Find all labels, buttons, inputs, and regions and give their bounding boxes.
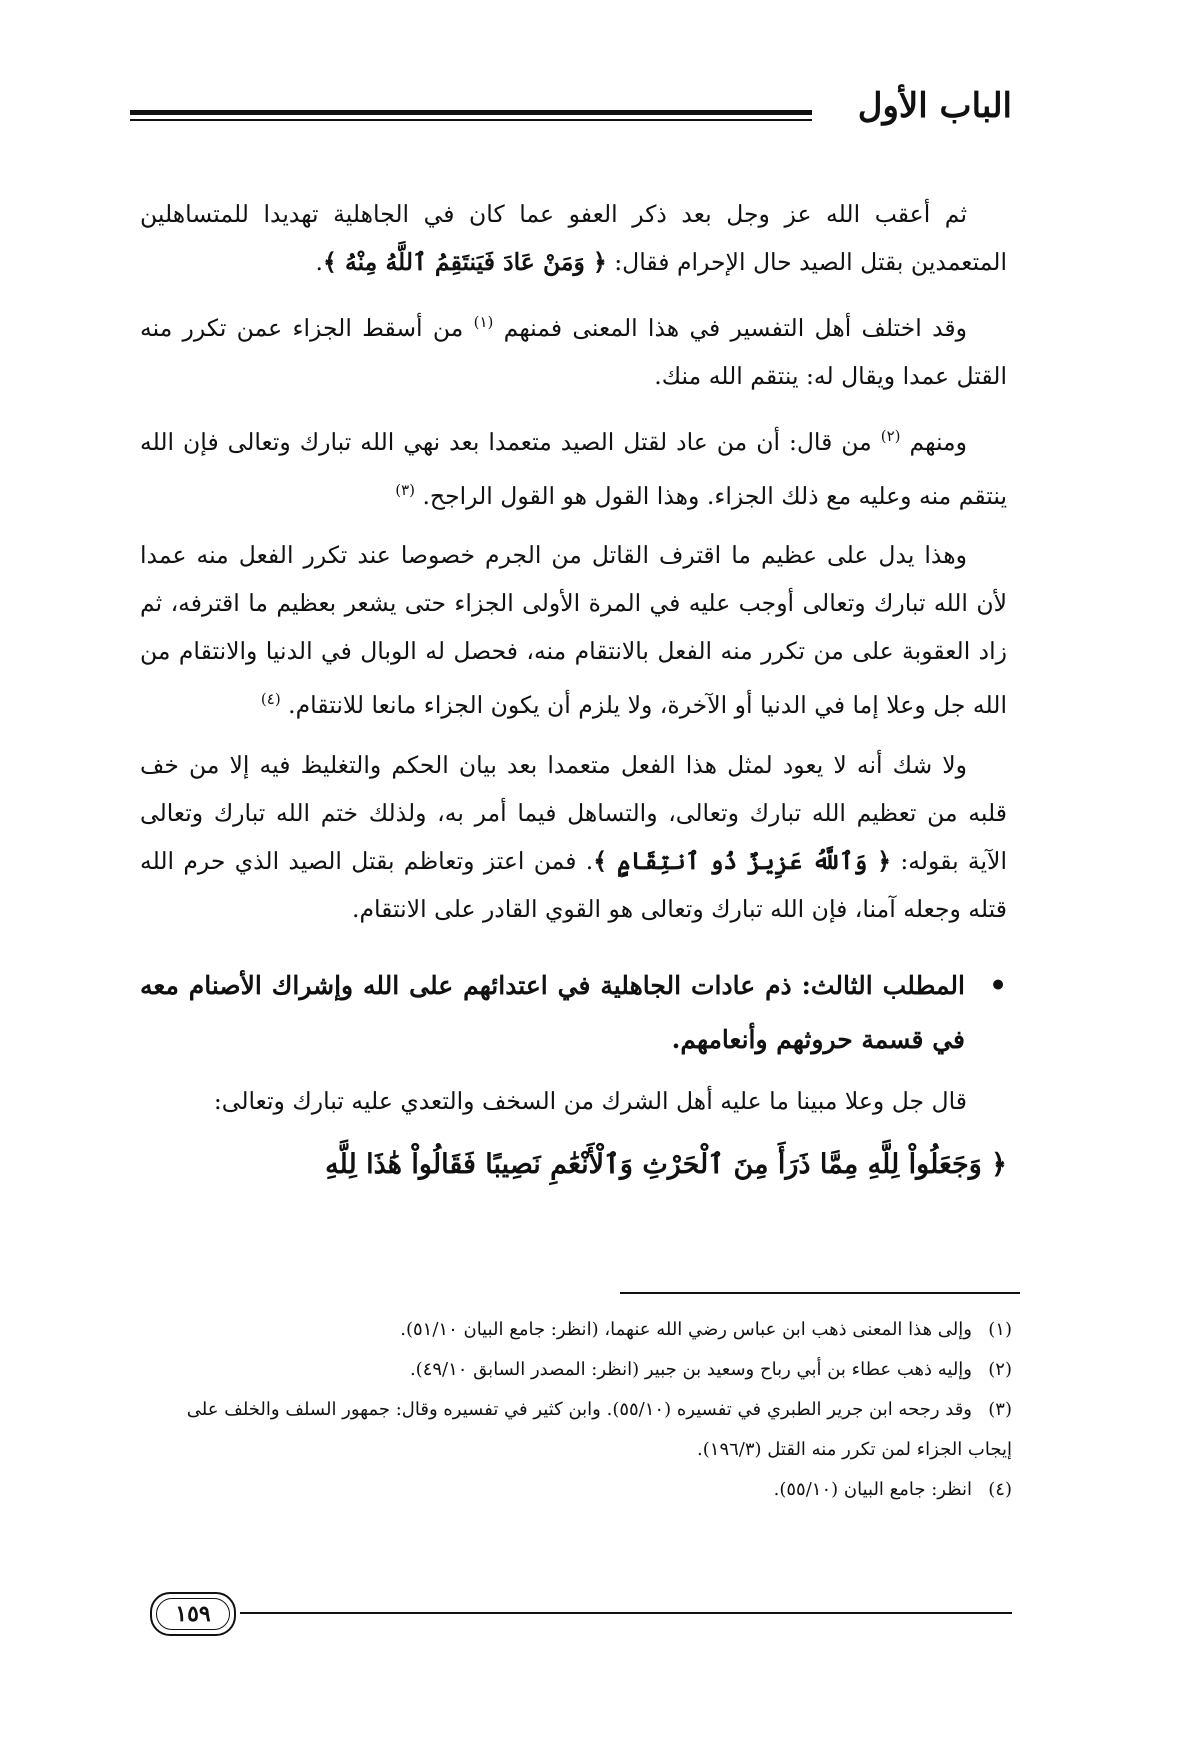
paragraph — [140, 190, 1007, 286]
section-title: المطلب الثالث: ذم عادات الجاهلية في اعتدائهم على الله وإشراك الأصنام معه في قسمة حروثهم وأنعامهم. — [140, 971, 965, 1055]
quran-verse: ﴿ وَجَعَلُواْ لِلَّهِ مِمَّا ذَرَأَ مِنَ ٱلْحَرْثِ وَٱلْأَنْعَٰمِ نَصِيبًا فَقَالُواْ هَٰذَا لِلَّهِ — [325, 1149, 1007, 1181]
footnote-number: (٢) — [988, 1359, 1012, 1380]
footnote-ref[interactable]: (٢) — [880, 426, 901, 445]
paragraph-text: ولا شك أنه لا يعود لمثل هذا الفعل متعمدا بعد بيان الحكم والتغليظ فيه إلا من خف قلبه من تعظيم الله تبارك وتعالى، والتساهل فيما أمر به، ولذلك ختم الله تبارك وتعالى الآية بقوله: — [140, 751, 1007, 876]
footer-rule — [240, 1612, 1012, 1614]
paragraph — [140, 531, 1007, 729]
paragraph-text: ومنهم — [900, 427, 967, 456]
paragraph-text: من أسقط الجزاء عمن تكرر منه القتل عمدا ويقال له: ينتقم الله منك. — [140, 313, 1007, 390]
footnote-number: (٤) — [988, 1479, 1012, 1500]
bullet-icon: • — [989, 969, 1007, 1003]
footnote-text: انظر: جامع البيان (٥٥/١٠). — [773, 1479, 972, 1500]
header-rule — [130, 110, 812, 115]
paragraph — [140, 741, 1007, 933]
paragraph-text: وهذا يدل على عظيم ما اقترف القاتل من الجرم خصوصا عند تكرر الفعل منه عمدا لأن الله تبارك وتعالى أوجب عليه في المرة الأولى الجزاء حتى يشعر بعظيم ما اقترفه، ثم زاد العقوبة على من تكرر منه الفعل بالانتقام منه، فحصل له الوبال في الدنيا والانتقام من الله جل وعلا إما في الدنيا أو الآخرة، ولا يلزم أن يكون الجزاء مانعا للانتقام. — [140, 541, 1007, 720]
paragraph-text: . — [315, 248, 324, 276]
page-number-border — [156, 1598, 230, 1630]
header-rule-thin — [130, 119, 812, 121]
chapter-title: الباب الأول — [857, 86, 1012, 126]
quran-quote: ﴿ وَٱللَّهُ عَزِيزٌ ذُو ٱنتِقَامٍ ﴾ — [593, 847, 892, 876]
paragraph-text: من قال: أن من عاد لقتل الصيد متعمدا بعد نهي الله تبارك وتعالى فإن الله ينتقم منه وعليه مع ذلك الجزاء. وهذا القول هو القول الراجح. — [140, 427, 1007, 510]
paragraph — [140, 412, 1007, 520]
paragraph — [140, 1077, 1007, 1125]
footnote-text: وإلى هذا المعنى ذهب ابن عباس رضي الله عنهما، (انظر: جامع البيان ٥١/١٠). — [400, 1319, 972, 1340]
running-header — [130, 70, 1012, 130]
footnotes — [150, 1310, 1012, 1510]
footnote — [150, 1350, 1012, 1390]
footnote-ref[interactable]: (٤) — [260, 690, 281, 709]
paragraph-text: وقد اختلف أهل التفسير في هذا المعنى فمنهم — [493, 313, 967, 342]
footnote-ref[interactable]: (٣) — [395, 480, 415, 499]
footnote-separator — [620, 1292, 1020, 1294]
footnote-number: (١) — [988, 1319, 1012, 1340]
footnote — [150, 1310, 1012, 1350]
paragraph-text: . فمن اعتز وتعاظم بقتل الصيد الذي حرم الله قتله وجعله آمنا، فإن الله تبارك وتعالى هو القوي القادر على الانتقام. — [140, 847, 1007, 924]
footnote-text: وقد رجحه ابن جرير الطبري في تفسيره (٥٥/١٠). وابن كثير في تفسيره وقال: جمهور السلف والخلف على إيجاب الجزاء لمن تكرر منه القتل (١٩٦/٣). — [186, 1399, 1012, 1460]
paragraph — [140, 298, 1007, 400]
footnote-ref[interactable]: (١) — [473, 313, 494, 331]
page-number: ١٥٩ — [175, 1601, 211, 1627]
paragraph-text: ثم أعقب الله عز وجل بعد ذكر العفو عما كان في الجاهلية تهديدا للمتساهلين المتعمدين بقتل الصيد حال الإحرام فقال: — [140, 200, 1007, 276]
footnote — [150, 1390, 1012, 1470]
main-text — [140, 190, 1007, 1193]
quran-quote: ﴿ وَمَنْ عَادَ فَيَنتَقِمُ ٱللَّهُ مِنْهُ ﴾ — [323, 248, 607, 276]
footnote-number: (٣) — [988, 1399, 1012, 1420]
paragraph-text: قال جل وعلا مبينا ما عليه أهل الشرك من السخف والتعدي عليه تبارك وتعالى: — [213, 1087, 967, 1116]
section-heading — [140, 959, 1007, 1067]
page-number-frame — [150, 1592, 236, 1636]
footnote-text: وإليه ذهب عطاء بن أبي رباح وسعيد بن جبير (انظر: المصدر السابق ٤٩/١٠). — [409, 1359, 972, 1380]
footnote — [150, 1470, 1012, 1510]
